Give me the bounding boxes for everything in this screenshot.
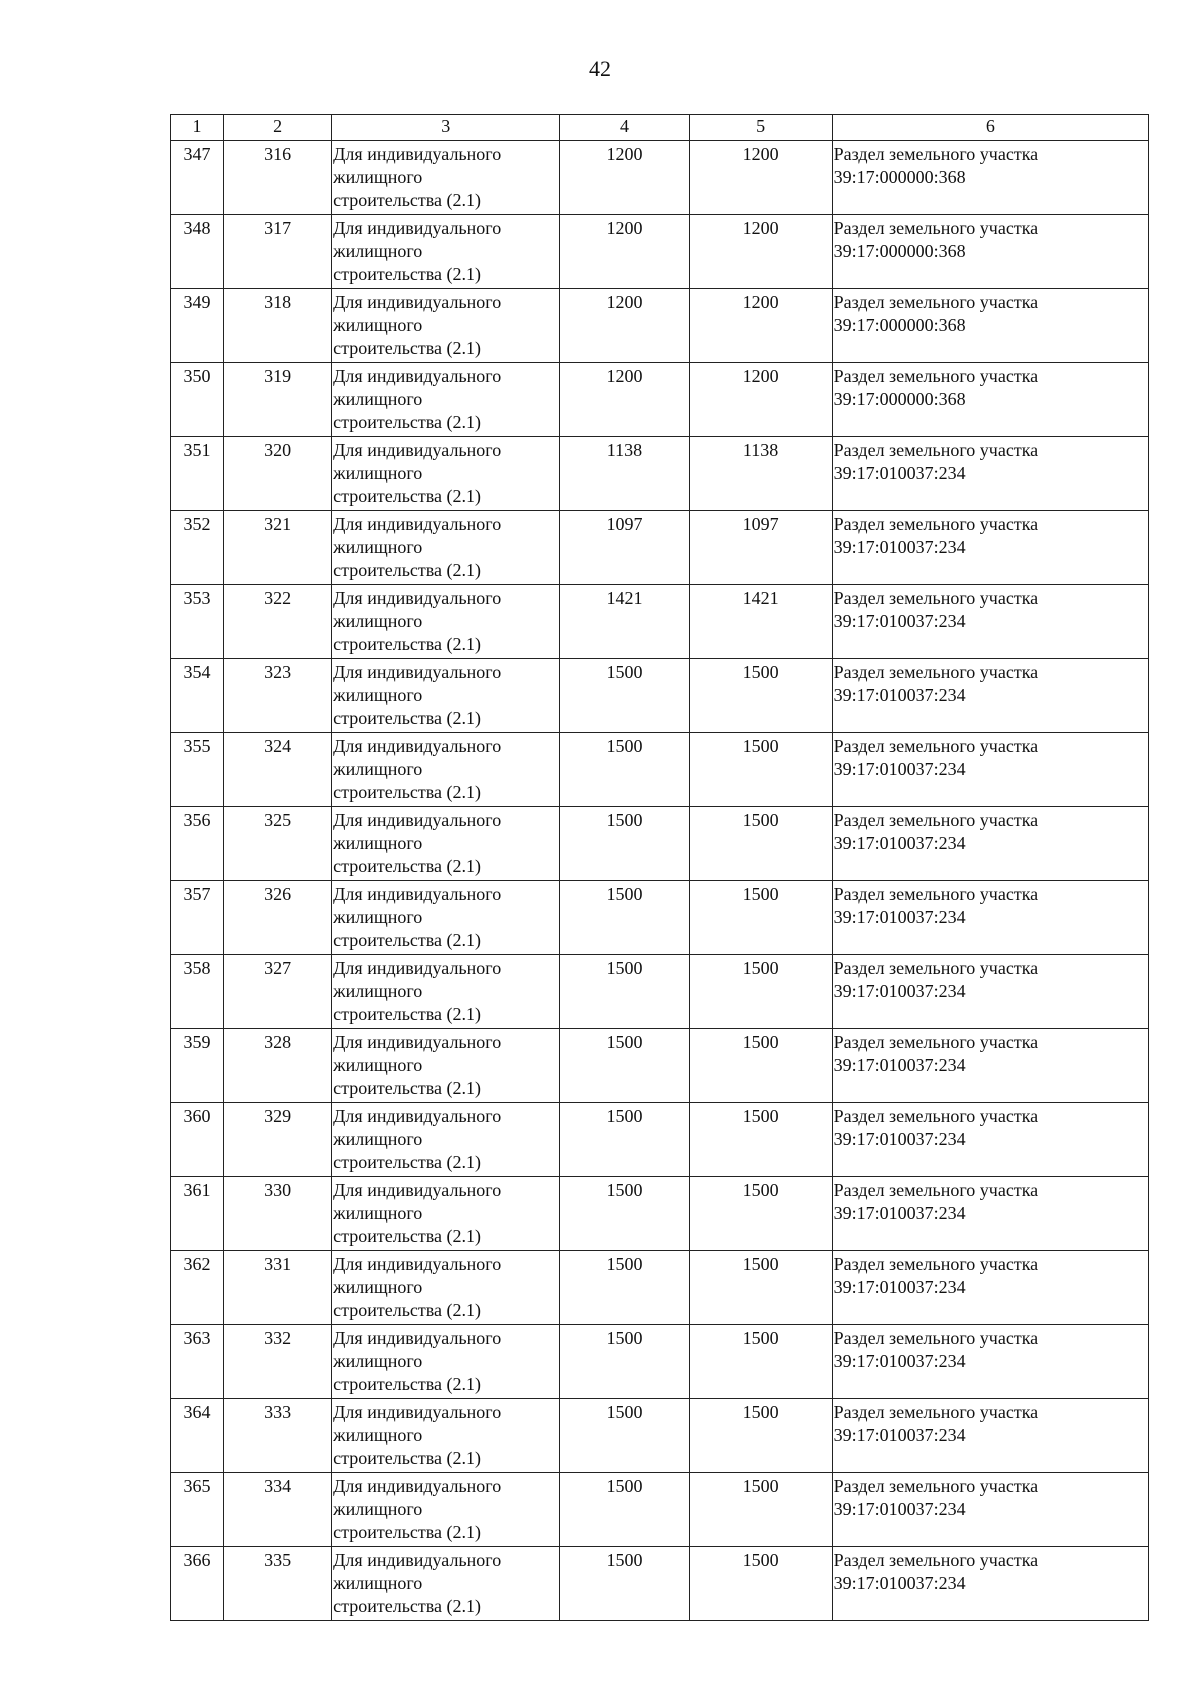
land-use-cell [332,1177,560,1251]
land-use-line: Для индивидуального [333,1254,502,1274]
row-number-cell: 353 [171,585,224,659]
formation-method-cell [832,659,1148,733]
plot-number-cell: 320 [224,437,332,511]
plot-number-cell: 317 [224,215,332,289]
area-cell: 1200 [689,141,832,215]
area-cell: 1138 [689,437,832,511]
formation-method-line: Раздел земельного участка [833,1032,1039,1052]
area-cell: 1097 [560,511,689,585]
formation-method-line: Раздел земельного участка [833,1328,1039,1348]
table-row [171,363,1149,437]
area-cell: 1500 [689,1399,832,1473]
land-use-line: жилищного [333,241,423,261]
land-use-line: жилищного [333,759,423,779]
formation-method-cell [832,1399,1148,1473]
area-cell: 1200 [560,289,689,363]
land-use-line: Для индивидуального [333,1402,502,1422]
plot-number-cell: 323 [224,659,332,733]
formation-method-line: Раздел земельного участка [833,366,1039,386]
area-cell: 1500 [689,1029,832,1103]
area-cell: 1200 [689,363,832,437]
formation-method-cell [832,955,1148,1029]
area-cell: 1500 [689,1473,832,1547]
land-use-line: строительства (2.1) [333,1522,482,1542]
land-use-line: жилищного [333,1351,423,1371]
row-number-cell: 352 [171,511,224,585]
land-use-cell [332,659,560,733]
area-cell: 1500 [560,1251,689,1325]
cadastral-number: 39:17:010037:234 [833,685,966,705]
land-use-line: Для индивидуального [333,588,502,608]
area-cell: 1500 [689,1103,832,1177]
formation-method-cell [832,1251,1148,1325]
area-cell: 1421 [689,585,832,659]
land-use-line: строительства (2.1) [333,560,482,580]
formation-method-line: Раздел земельного участка [833,662,1039,682]
plot-number-cell: 328 [224,1029,332,1103]
land-use-line: жилищного [333,315,423,335]
land-use-cell [332,1325,560,1399]
cadastral-number: 39:17:010037:234 [833,759,966,779]
land-use-line: Для индивидуального [333,366,502,386]
cadastral-number: 39:17:010037:234 [833,981,966,1001]
land-use-cell [332,955,560,1029]
formation-method-line: Раздел земельного участка [833,1180,1039,1200]
land-use-line: жилищного [333,463,423,483]
column-header: 6 [832,115,1148,141]
land-use-line: жилищного [333,389,423,409]
row-number-cell: 362 [171,1251,224,1325]
plot-number-cell: 334 [224,1473,332,1547]
formation-method-cell [832,363,1148,437]
row-number-cell: 354 [171,659,224,733]
area-cell: 1138 [560,437,689,511]
area-cell: 1200 [689,289,832,363]
land-use-line: Для индивидуального [333,144,502,164]
formation-method-cell [832,881,1148,955]
formation-method-line: Раздел земельного участка [833,1550,1039,1570]
column-header: 2 [224,115,332,141]
area-cell: 1500 [560,1177,689,1251]
land-use-line: жилищного [333,167,423,187]
formation-method-cell [832,1177,1148,1251]
land-use-line: жилищного [333,1573,423,1593]
table-row [171,659,1149,733]
plot-number-cell: 326 [224,881,332,955]
cadastral-number: 39:17:000000:368 [833,241,966,261]
formation-method-line: Раздел земельного участка [833,514,1039,534]
area-cell: 1500 [689,881,832,955]
land-use-line: строительства (2.1) [333,338,482,358]
formation-method-line: Раздел земельного участка [833,810,1039,830]
plot-number-cell: 329 [224,1103,332,1177]
land-use-line: строительства (2.1) [333,190,482,210]
cadastral-number: 39:17:010037:234 [833,463,966,483]
land-use-cell [332,1251,560,1325]
table-row [171,1325,1149,1399]
land-use-cell [332,511,560,585]
land-use-cell [332,1399,560,1473]
plot-number-cell: 327 [224,955,332,1029]
area-cell: 1500 [560,955,689,1029]
area-cell: 1200 [560,141,689,215]
formation-method-cell [832,141,1148,215]
land-use-line: строительства (2.1) [333,412,482,432]
area-cell: 1500 [560,807,689,881]
row-number-cell: 349 [171,289,224,363]
formation-method-line: Раздел земельного участка [833,144,1039,164]
table-row [171,289,1149,363]
land-use-cell [332,1029,560,1103]
formation-method-cell [832,807,1148,881]
formation-method-line: Раздел земельного участка [833,440,1039,460]
land-use-line: Для индивидуального [333,1550,502,1570]
land-use-line: Для индивидуального [333,810,502,830]
area-cell: 1500 [560,1029,689,1103]
land-use-line: Для индивидуального [333,884,502,904]
row-number-cell: 365 [171,1473,224,1547]
row-number-cell: 350 [171,363,224,437]
formation-method-cell [832,585,1148,659]
land-use-line: Для индивидуального [333,1476,502,1496]
land-use-line: Для индивидуального [333,1106,502,1126]
row-number-cell: 356 [171,807,224,881]
formation-method-line: Раздел земельного участка [833,958,1039,978]
formation-method-line: Раздел земельного участка [833,1402,1039,1422]
land-use-line: жилищного [333,611,423,631]
formation-method-cell [832,1325,1148,1399]
land-use-line: Для индивидуального [333,736,502,756]
formation-method-cell [832,1547,1148,1621]
land-use-line: строительства (2.1) [333,1004,482,1024]
area-cell: 1500 [560,1103,689,1177]
table-row [171,955,1149,1029]
formation-method-line: Раздел земельного участка [833,588,1039,608]
formation-method-line: Раздел земельного участка [833,292,1039,312]
row-number-cell: 347 [171,141,224,215]
land-use-cell [332,141,560,215]
formation-method-cell [832,733,1148,807]
area-cell: 1500 [560,1325,689,1399]
formation-method-line: Раздел земельного участка [833,884,1039,904]
land-use-cell [332,733,560,807]
land-use-line: жилищного [333,685,423,705]
cadastral-number: 39:17:000000:368 [833,315,966,335]
land-use-cell [332,289,560,363]
column-header: 1 [171,115,224,141]
row-number-cell: 359 [171,1029,224,1103]
table-row [171,1103,1149,1177]
area-cell: 1500 [560,659,689,733]
plot-number-cell: 331 [224,1251,332,1325]
land-use-line: строительства (2.1) [333,856,482,876]
area-cell: 1421 [560,585,689,659]
land-use-line: строительства (2.1) [333,486,482,506]
column-header: 3 [332,115,560,141]
land-use-line: строительства (2.1) [333,1152,482,1172]
land-use-line: Для индивидуального [333,958,502,978]
formation-method-line: Раздел земельного участка [833,1476,1039,1496]
area-cell: 1500 [560,881,689,955]
land-use-cell [332,1103,560,1177]
cadastral-number: 39:17:010037:234 [833,1277,966,1297]
column-header: 5 [689,115,832,141]
land-use-line: строительства (2.1) [333,634,482,654]
land-use-cell [332,881,560,955]
land-use-line: Для индивидуального [333,514,502,534]
area-cell: 1500 [560,1399,689,1473]
land-use-cell [332,1547,560,1621]
formation-method-line: Раздел земельного участка [833,736,1039,756]
area-cell: 1500 [689,659,832,733]
cadastral-number: 39:17:010037:234 [833,1499,966,1519]
land-use-line: строительства (2.1) [333,782,482,802]
land-use-cell [332,1473,560,1547]
land-use-line: строительства (2.1) [333,264,482,284]
row-number-cell: 358 [171,955,224,1029]
plot-number-cell: 316 [224,141,332,215]
land-use-line: Для индивидуального [333,1032,502,1052]
land-use-line: строительства (2.1) [333,1300,482,1320]
plot-number-cell: 322 [224,585,332,659]
formation-method-line: Раздел земельного участка [833,218,1039,238]
land-use-line: жилищного [333,1277,423,1297]
plot-number-cell: 324 [224,733,332,807]
cadastral-number: 39:17:010037:234 [833,537,966,557]
cadastral-number: 39:17:000000:368 [833,167,966,187]
table-row [171,215,1149,289]
table-row [171,733,1149,807]
land-plot-table [170,114,1149,1621]
table-row [171,881,1149,955]
area-cell: 1500 [689,1177,832,1251]
row-number-cell: 366 [171,1547,224,1621]
column-header: 4 [560,115,689,141]
area-cell: 1097 [689,511,832,585]
formation-method-cell [832,215,1148,289]
land-use-line: строительства (2.1) [333,1596,482,1616]
area-cell: 1500 [560,733,689,807]
cadastral-number: 39:17:010037:234 [833,1055,966,1075]
land-use-cell [332,585,560,659]
area-cell: 1200 [560,363,689,437]
plot-number-cell: 318 [224,289,332,363]
row-number-cell: 348 [171,215,224,289]
land-use-line: Для индивидуального [333,218,502,238]
table-row [171,1547,1149,1621]
table-row [171,585,1149,659]
plot-number-cell: 332 [224,1325,332,1399]
area-cell: 1500 [560,1547,689,1621]
formation-method-cell [832,511,1148,585]
cadastral-number: 39:17:010037:234 [833,1425,966,1445]
formation-method-cell [832,1029,1148,1103]
table-row [171,437,1149,511]
land-use-line: жилищного [333,1129,423,1149]
table-row [171,141,1149,215]
table-row [171,511,1149,585]
area-cell: 1500 [689,1325,832,1399]
land-use-line: строительства (2.1) [333,1078,482,1098]
plot-number-cell: 333 [224,1399,332,1473]
land-use-line: жилищного [333,1425,423,1445]
row-number-cell: 355 [171,733,224,807]
plot-number-cell: 321 [224,511,332,585]
land-use-line: Для индивидуального [333,1328,502,1348]
plot-number-cell: 335 [224,1547,332,1621]
cadastral-number: 39:17:010037:234 [833,1203,966,1223]
land-use-line: жилищного [333,907,423,927]
row-number-cell: 363 [171,1325,224,1399]
land-use-cell [332,437,560,511]
land-use-line: строительства (2.1) [333,1374,482,1394]
land-use-line: жилищного [333,537,423,557]
formation-method-line: Раздел земельного участка [833,1106,1039,1126]
table-row [171,807,1149,881]
row-number-cell: 361 [171,1177,224,1251]
area-cell: 1500 [689,733,832,807]
cadastral-number: 39:17:010037:234 [833,833,966,853]
row-number-cell: 357 [171,881,224,955]
land-use-line: Для индивидуального [333,440,502,460]
cadastral-number: 39:17:000000:368 [833,389,966,409]
formation-method-cell [832,437,1148,511]
land-use-line: жилищного [333,1203,423,1223]
table-row [171,1399,1149,1473]
formation-method-cell [832,1103,1148,1177]
land-use-cell [332,215,560,289]
cadastral-number: 39:17:010037:234 [833,1573,966,1593]
cadastral-number: 39:17:010037:234 [833,611,966,631]
area-cell: 1500 [689,807,832,881]
land-use-line: Для индивидуального [333,292,502,312]
formation-method-line: Раздел земельного участка [833,1254,1039,1274]
land-use-line: строительства (2.1) [333,708,482,728]
page-number: 42 [589,56,611,81]
table-row [171,1177,1149,1251]
area-cell: 1200 [689,215,832,289]
row-number-cell: 351 [171,437,224,511]
land-use-line: жилищного [333,1055,423,1075]
table-row [171,1029,1149,1103]
land-use-cell [332,363,560,437]
land-use-line: жилищного [333,833,423,853]
area-cell: 1500 [560,1473,689,1547]
area-cell: 1500 [689,1547,832,1621]
land-use-line: Для индивидуального [333,662,502,682]
land-use-line: жилищного [333,981,423,1001]
row-number-cell: 360 [171,1103,224,1177]
area-cell: 1500 [689,955,832,1029]
area-cell: 1500 [689,1251,832,1325]
row-number-cell: 364 [171,1399,224,1473]
plot-number-cell: 319 [224,363,332,437]
land-use-line: строительства (2.1) [333,1226,482,1246]
area-cell: 1200 [560,215,689,289]
land-use-line: Для индивидуального [333,1180,502,1200]
formation-method-cell [832,1473,1148,1547]
cadastral-number: 39:17:010037:234 [833,1129,966,1149]
plot-number-cell: 325 [224,807,332,881]
table-row [171,1251,1149,1325]
land-use-cell [332,807,560,881]
table-row [171,1473,1149,1547]
cadastral-number: 39:17:010037:234 [833,907,966,927]
formation-method-cell [832,289,1148,363]
column-number-row [171,115,1149,141]
land-use-line: строительства (2.1) [333,1448,482,1468]
land-use-line: строительства (2.1) [333,930,482,950]
land-use-line: жилищного [333,1499,423,1519]
plot-number-cell: 330 [224,1177,332,1251]
cadastral-number: 39:17:010037:234 [833,1351,966,1371]
